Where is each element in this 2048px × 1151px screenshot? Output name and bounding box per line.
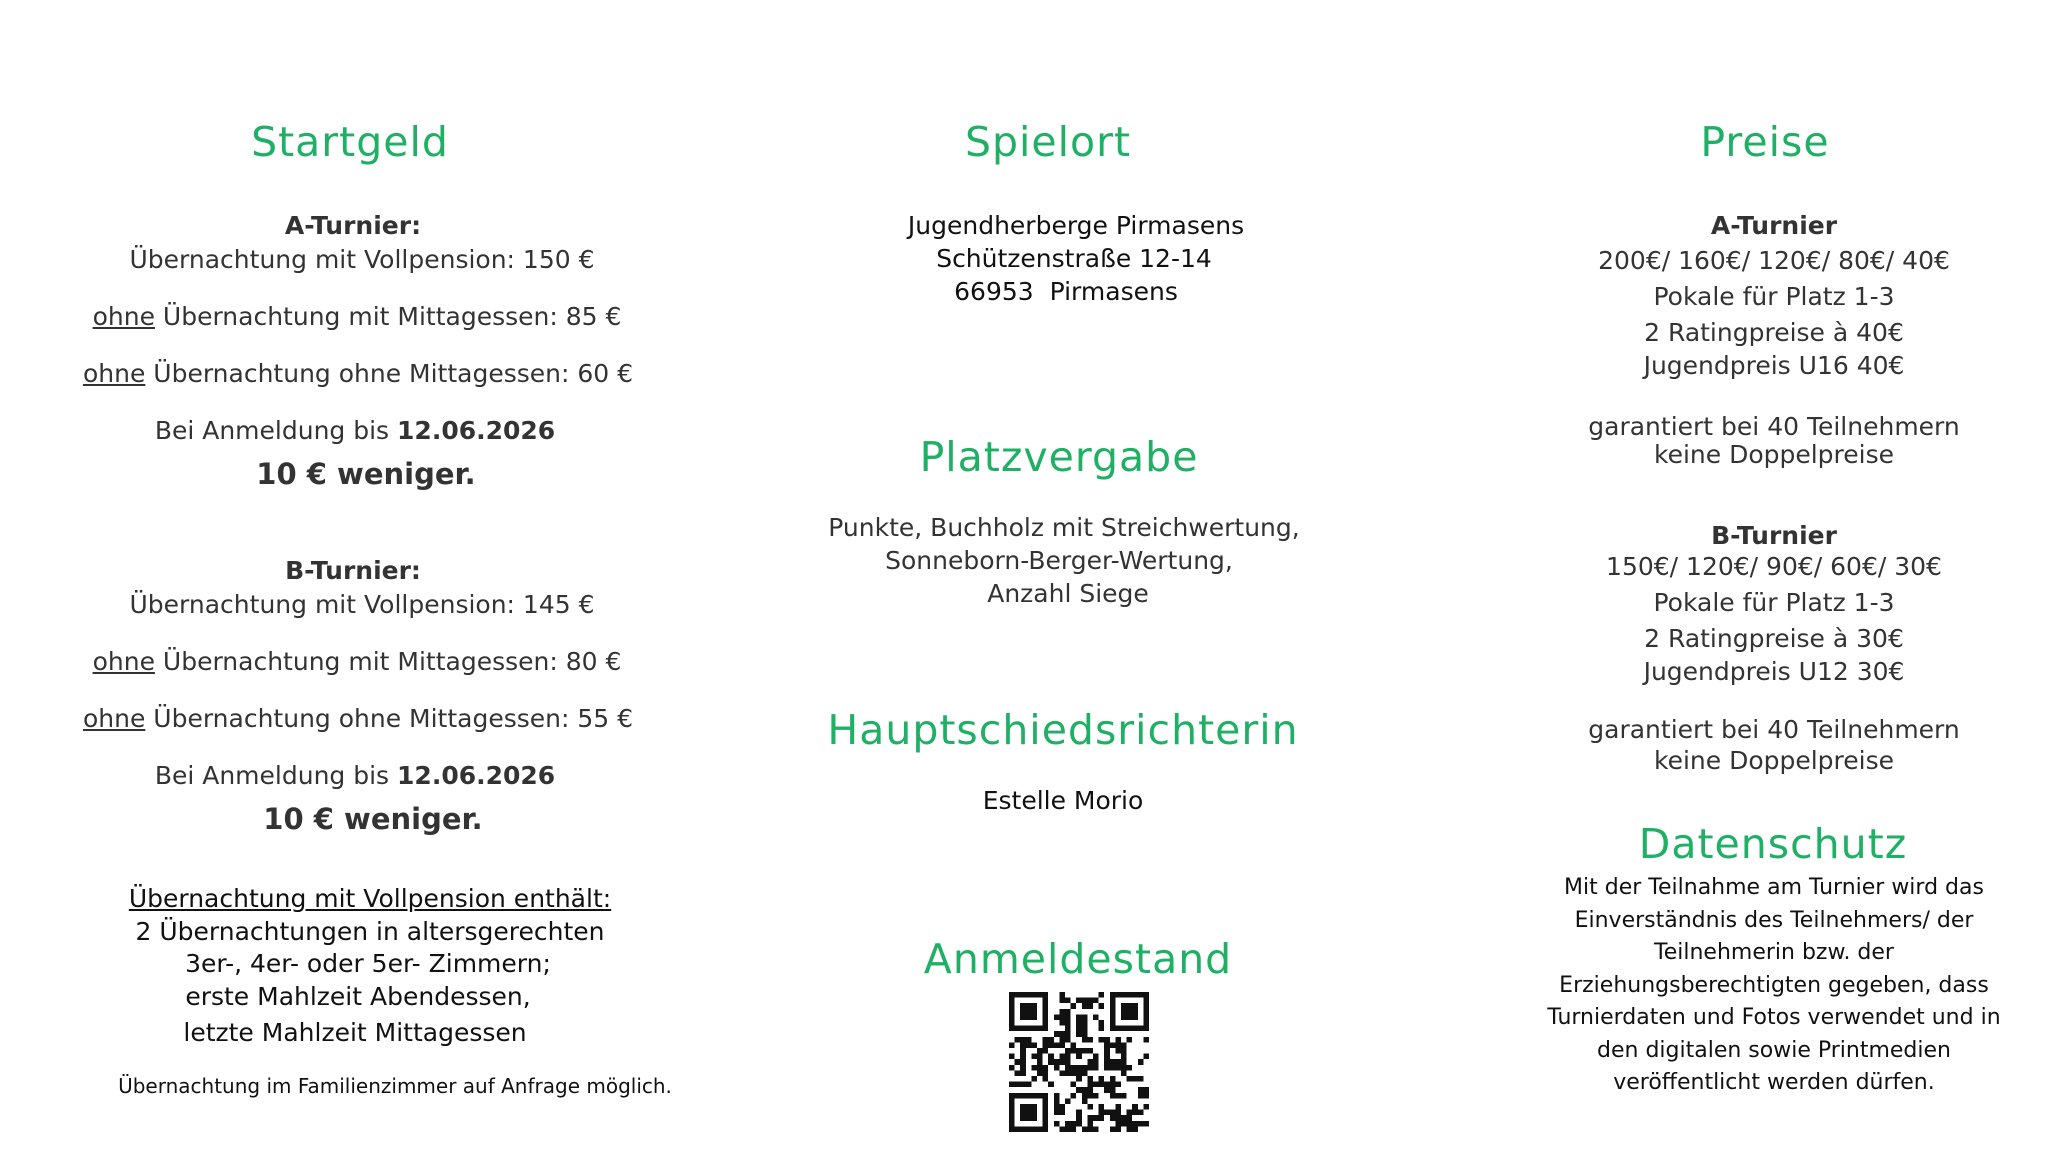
qr-code[interactable]	[1009, 992, 1149, 1132]
datenschutz-text	[1547, 872, 2000, 1100]
spielort-city: 66953 Pirmasens	[954, 277, 1178, 306]
b-discount: 10 € weniger.	[263, 802, 483, 836]
preise-b-line: 2 Ratingpreise à 30€	[1644, 624, 1904, 653]
platzvergabe-line: Punkte, Buchholz mit Streichwertung,	[828, 513, 1300, 542]
datenschutz-line: Mit der Teilnahme am Turnier wird das	[1564, 875, 1984, 900]
hauptschiedsrichterin-heading: Hauptschiedsrichterin	[827, 706, 1299, 754]
preise-b-guarantee: garantiert bei 40 Teilnehmern	[1588, 715, 1960, 744]
anmeldestand-heading: Anmeldestand	[923, 935, 1233, 983]
vollpension-info-title: Übernachtung mit Vollpension enthält:	[128, 884, 612, 913]
b-turnier-title: B-Turnier:	[285, 556, 421, 585]
datenschutz-heading: Datenschutz	[1638, 820, 1908, 868]
platzvergabe-line: Sonneborn-Berger-Wertung,	[885, 546, 1233, 575]
preise-a-title: A-Turnier	[1710, 211, 1838, 240]
preise-b-title: B-Turnier	[1711, 521, 1837, 550]
a-discount: 10 € weniger.	[256, 457, 476, 491]
vollpension-info-item: 2 Übernachtungen in altersgerechten	[135, 917, 605, 946]
preise-a-line: 200€/ 160€/ 120€/ 80€/ 40€	[1598, 246, 1950, 275]
platzvergabe-line: Anzahl Siege	[987, 579, 1149, 608]
preise-b-line: Pokale für Platz 1-3	[1653, 588, 1895, 617]
datenschutz-line: Einverständnis des Teilnehmers/ der	[1574, 907, 1974, 933]
b-early-bird: Bei Anmeldung bis 12.06.2026	[154, 761, 556, 790]
datenschutz-line: Teilnehmerin bzw. der	[1654, 940, 1894, 965]
platzvergabe-heading: Platzvergabe	[919, 433, 1199, 481]
spielort-venue: Jugendherberge Pirmasens	[907, 211, 1245, 240]
preise-heading: Preise	[1700, 118, 1830, 166]
startgeld-heading: Startgeld	[251, 118, 449, 166]
preise-a-line: Jugendpreis U16 40€	[1643, 351, 1905, 380]
vollpension-info-item: letzte Mahlzeit Mittagessen	[183, 1018, 527, 1047]
datenschutz-line: Turnierdaten und Fotos verwendet und in	[1547, 1005, 2001, 1030]
preise-a-line: 2 Ratingpreise à 40€	[1644, 318, 1904, 347]
vollpension-info-item: erste Mahlzeit Abendessen,	[185, 982, 531, 1011]
datenschutz-line: veröffentlicht werden dürfen.	[1613, 1070, 1935, 1095]
a-turnier-title: A-Turnier:	[284, 211, 422, 240]
spielort-street: Schützenstraße 12-14	[936, 244, 1212, 273]
b-vollpension-price: Übernachtung mit Vollpension: 145 €	[129, 590, 595, 619]
b-ohne-mittagessen-price: ohne Übernachtung ohne Mittagessen: 55 €	[82, 704, 634, 733]
arbiter-name: Estelle Morio	[982, 786, 1144, 815]
preise-a-line: Pokale für Platz 1-3	[1653, 282, 1895, 311]
a-early-bird: Bei Anmeldung bis 12.06.2026	[154, 416, 556, 445]
b-mittagessen-price: ohne Übernachtung mit Mittagessen: 80 €	[92, 647, 622, 676]
preise-a-guarantee: keine Doppelpreise	[1653, 440, 1895, 469]
a-vollpension-price: Übernachtung mit Vollpension: 150 €	[129, 245, 595, 274]
preise-b-line: 150€/ 120€/ 90€/ 60€/ 30€	[1606, 552, 1942, 581]
datenschutz-line: den digitalen sowie Printmedien	[1597, 1037, 1951, 1063]
preise-a-guarantee: garantiert bei 40 Teilnehmern	[1588, 412, 1960, 441]
a-ohne-mittagessen-price: ohne Übernachtung ohne Mittagessen: 60 €	[82, 359, 634, 388]
spielort-heading: Spielort	[964, 118, 1132, 166]
preise-b-line: Jugendpreis U12 30€	[1643, 657, 1905, 686]
datenschutz-line: Erziehungsberechtigten gegeben, dass	[1559, 972, 1989, 998]
a-mittagessen-price: ohne Übernachtung mit Mittagessen: 85 €	[92, 302, 622, 331]
vollpension-info-item: 3er-, 4er- oder 5er- Zimmern;	[185, 949, 551, 978]
preise-b-guarantee: keine Doppelpreise	[1653, 746, 1895, 775]
familienzimmer-note: Übernachtung im Familienzimmer auf Anfrage möglich.	[118, 1074, 672, 1098]
